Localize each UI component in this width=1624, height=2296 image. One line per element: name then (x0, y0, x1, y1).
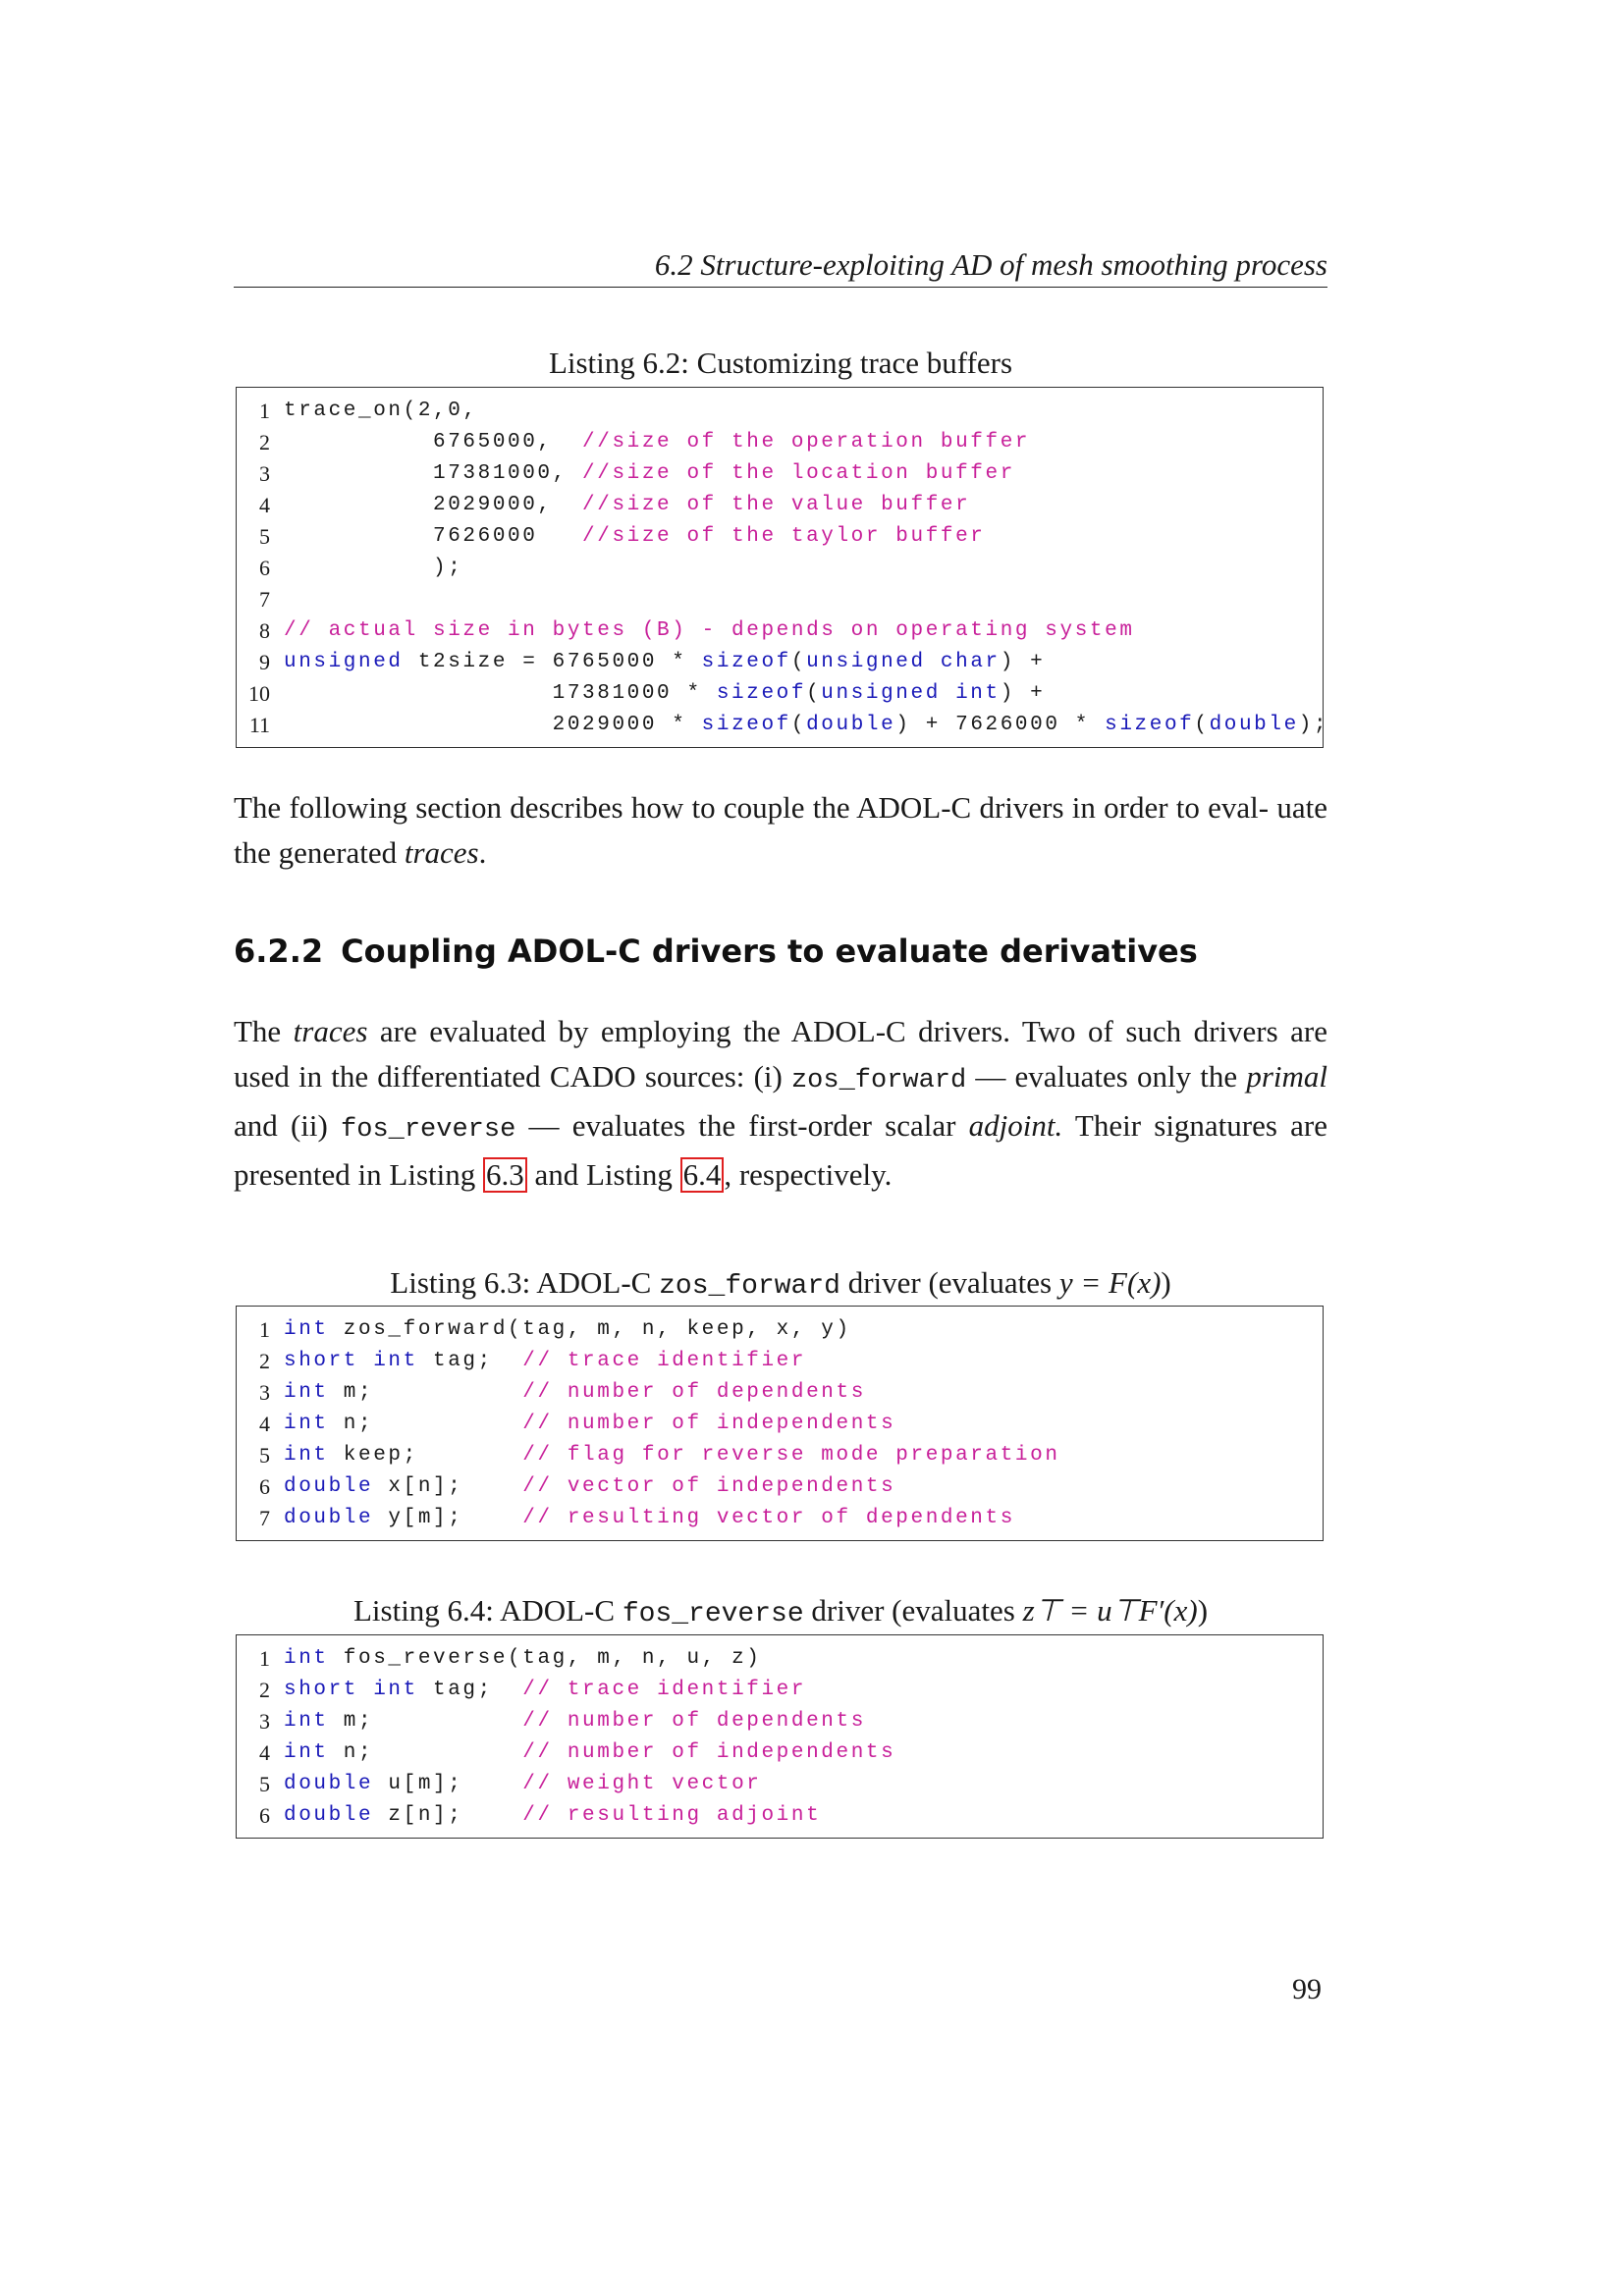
code-line (237, 1440, 1323, 1471)
code-token: 6765000, (284, 431, 583, 454)
code-comment: // weight vector (522, 1773, 762, 1795)
code-comment: //size of the location buffer (582, 462, 1015, 485)
line-number: 2 (259, 1678, 270, 1702)
code-text (284, 458, 1015, 490)
code-keyword: int (284, 1647, 329, 1670)
code-line (237, 427, 1323, 458)
p2-s6: Their signatures are presented in Listing (234, 1108, 1327, 1192)
code-token: ); (284, 557, 463, 579)
code-text (284, 1706, 866, 1737)
p2-s1: The (234, 1014, 294, 1048)
code-text (284, 1346, 806, 1377)
code-line (237, 396, 1323, 427)
code-text (284, 1503, 1015, 1534)
code-comment: // flag for reverse mode preparation (522, 1444, 1060, 1467)
p2-s2: are evaluated by employing the ADOL-C drivers. Two of such drivers are used in the differentiated CADO sources: (i) (234, 1014, 1327, 1094)
p2-code-zos-forward: zos_forward (790, 1066, 967, 1095)
line-number: 5 (259, 524, 270, 549)
code-line (237, 553, 1323, 584)
code-text (284, 710, 1328, 741)
p2-s5: — evaluates the first-order scalar (515, 1108, 969, 1143)
code-token: ) + 7626000 * (895, 714, 1106, 736)
code-keyword: double (284, 1475, 374, 1498)
code-line (237, 1346, 1323, 1377)
code-token: 2029000, (284, 494, 583, 516)
code-line (237, 647, 1323, 678)
listing-6-3-caption-code: zos_forward (659, 1271, 840, 1302)
code-text (284, 1675, 806, 1706)
line-number: 3 (259, 461, 270, 486)
code-line (237, 1706, 1323, 1737)
code-keyword: sizeof (701, 714, 791, 736)
listing-6-4-caption-a: Listing 6.4: ADOL-C (352, 1593, 623, 1628)
p2-code-fos-reverse: fos_reverse (341, 1115, 516, 1145)
code-token: ( (1194, 714, 1210, 736)
code-token: tag; (417, 1350, 523, 1372)
code-token: keep; (328, 1444, 523, 1467)
code-token: ( (806, 682, 822, 705)
listing-6-3-caption-a: Listing 6.3: ADOL-C (390, 1265, 660, 1300)
code-token: trace_on(2,0, (284, 400, 478, 422)
code-comment: // number of independents (522, 1741, 896, 1764)
code-text (284, 1643, 761, 1675)
code-keyword: unsigned int (821, 682, 1001, 705)
code-text (284, 553, 462, 584)
p2-i2: primal (1246, 1059, 1327, 1094)
listing-6-3-caption-c: ) (1161, 1265, 1171, 1300)
code-token: n; (328, 1741, 523, 1764)
line-number: 6 (259, 1474, 270, 1499)
section-title: Coupling ADOL-C drivers to evaluate derivatives (341, 933, 1198, 970)
running-header (234, 243, 1327, 288)
line-number: 1 (259, 399, 270, 423)
code-keyword: short int (284, 1679, 418, 1701)
line-number: 8 (259, 618, 270, 643)
code-text (284, 521, 986, 553)
code-keyword: sizeof (1105, 714, 1195, 736)
section-heading (234, 933, 1198, 970)
listing-6-4-caption-code: fos_reverse (622, 1599, 804, 1629)
listing-6-3-caption (234, 1263, 1327, 1307)
code-line (237, 1737, 1323, 1769)
section-number: 6.2.2 (234, 933, 324, 970)
code-text (284, 1737, 895, 1769)
listing-6-4-caption-math: z⊤ = u⊤F′(x) (1022, 1593, 1198, 1628)
running-title: 6.2 Structure-exploiting AD of mesh smoothing process (654, 247, 1327, 282)
code-text (284, 678, 1045, 710)
code-token: ) + (1000, 682, 1046, 705)
code-keyword: short int (284, 1350, 418, 1372)
line-number: 6 (259, 556, 270, 580)
code-keyword: int (284, 1444, 329, 1467)
code-comment: // trace identifier (522, 1679, 807, 1701)
code-token: y[m]; (373, 1507, 523, 1529)
paragraph-intro-text: The following section describes how to couple the ADOL-C drivers in order to eval- uate the generated (234, 790, 1327, 870)
paragraph-intro (234, 785, 1327, 876)
listing-6-3-caption-b: driver (evaluates (839, 1265, 1059, 1300)
code-line (237, 490, 1323, 521)
code-line (237, 1769, 1323, 1800)
listing-6-3-caption-math: y = F(x) (1058, 1265, 1162, 1300)
code-keyword: double (284, 1773, 374, 1795)
code-token: zos_forward(tag, m, n, keep, x, y) (328, 1318, 851, 1341)
code-token: m; (328, 1710, 523, 1733)
code-token: 17381000 * (284, 682, 717, 705)
listing-6-2-caption: Listing 6.2: Customizing trace buffers (548, 346, 1013, 380)
line-number: 9 (259, 650, 270, 674)
code-keyword: double (1209, 714, 1299, 736)
line-number: 3 (259, 1709, 270, 1734)
listing-6-3-link[interactable]: 6.3 (483, 1157, 527, 1193)
line-number: 2 (259, 430, 270, 454)
code-token: 7626000 (284, 525, 583, 548)
code-comment: //size of the operation buffer (582, 431, 1031, 454)
paragraph-drivers (234, 1009, 1327, 1198)
code-keyword: double (806, 714, 896, 736)
code-line (237, 584, 1323, 615)
listing-6-2 (236, 387, 1329, 748)
code-comment: // number of dependents (522, 1381, 866, 1404)
code-comment: // trace identifier (522, 1350, 807, 1372)
code-text (284, 490, 970, 521)
code-line (237, 1409, 1323, 1440)
p2-s8: , respectively. (724, 1157, 893, 1192)
listing-6-4-caption-b: driver (evaluates (803, 1593, 1023, 1628)
code-text (284, 1769, 761, 1800)
code-text (284, 1314, 851, 1346)
line-number: 4 (259, 1412, 270, 1436)
line-number: 4 (259, 493, 270, 517)
code-line (237, 710, 1329, 741)
code-comment: // number of independents (522, 1413, 896, 1435)
line-number: 7 (259, 1506, 270, 1530)
code-token: tag; (417, 1679, 523, 1701)
code-keyword: int (284, 1710, 329, 1733)
code-line (237, 615, 1323, 647)
code-token: t2size = 6765000 * (403, 651, 702, 673)
code-keyword: int (284, 1413, 329, 1435)
line-number: 10 (248, 681, 270, 706)
p2-s3: — evaluates only the (966, 1059, 1247, 1094)
listing-6-4 (236, 1634, 1324, 1839)
code-line (237, 1377, 1323, 1409)
code-text (284, 647, 1045, 678)
code-text (284, 1409, 895, 1440)
code-text (284, 1471, 895, 1503)
code-token: u[m]; (373, 1773, 523, 1795)
line-number: 5 (259, 1772, 270, 1796)
line-number: 2 (259, 1349, 270, 1373)
code-token: x[n]; (373, 1475, 523, 1498)
paragraph-intro-end: . (478, 835, 487, 870)
code-line (237, 1314, 1323, 1346)
code-text (284, 427, 1030, 458)
code-comment: // resulting adjoint (522, 1804, 822, 1827)
code-keyword: int (284, 1318, 329, 1341)
code-token: z[n]; (373, 1804, 523, 1827)
code-token: m; (328, 1381, 523, 1404)
listing-6-3 (236, 1306, 1324, 1541)
line-number: 11 (248, 713, 270, 737)
code-comment: //size of the value buffer (582, 494, 971, 516)
code-line (237, 521, 1323, 553)
code-line (237, 678, 1323, 710)
code-line (237, 1800, 1323, 1832)
p2-i1: traces (293, 1014, 368, 1048)
listing-6-4-caption (234, 1591, 1327, 1634)
code-comment: // vector of independents (522, 1475, 896, 1498)
code-token: fos_reverse(tag, m, n, u, z) (328, 1647, 762, 1670)
line-number: 7 (259, 587, 270, 612)
code-token: 2029000 * (284, 714, 702, 736)
code-keyword: double (284, 1804, 374, 1827)
code-token: ( (790, 651, 807, 673)
p2-i3: adjoint. (968, 1108, 1063, 1143)
code-comment: // resulting vector of dependents (522, 1507, 1015, 1529)
line-number: 5 (259, 1443, 270, 1468)
line-number: 6 (259, 1803, 270, 1828)
code-comment: //size of the taylor buffer (582, 525, 986, 548)
code-text (284, 1377, 866, 1409)
code-text (284, 396, 478, 427)
code-keyword: sizeof (716, 682, 807, 705)
listing-6-4-link[interactable]: 6.4 (680, 1157, 725, 1193)
code-line (237, 1675, 1323, 1706)
paragraph-intro-italic: traces (404, 835, 479, 870)
code-keyword: unsigned (284, 651, 404, 673)
code-comment: // actual size in bytes (B) - depends on operating system (284, 619, 1135, 642)
code-token: 17381000, (284, 462, 583, 485)
code-keyword: unsigned char (806, 651, 1001, 673)
code-text (284, 1440, 1060, 1471)
code-keyword: sizeof (701, 651, 791, 673)
code-keyword: double (284, 1507, 374, 1529)
code-token: ); (1298, 714, 1329, 736)
code-text (284, 615, 1135, 647)
page-number: 99 (1292, 1973, 1322, 2005)
listing-6-4-caption-c: ) (1197, 1593, 1209, 1628)
code-line (237, 458, 1323, 490)
code-keyword: int (284, 1381, 329, 1404)
line-number: 4 (259, 1740, 270, 1765)
code-line (237, 1643, 1323, 1675)
code-line (237, 1471, 1323, 1503)
p2-s7: and Listing (526, 1157, 680, 1192)
code-comment: // number of dependents (522, 1710, 866, 1733)
code-line (237, 1503, 1323, 1534)
code-keyword: int (284, 1741, 329, 1764)
code-token: n; (328, 1413, 523, 1435)
code-token: ) + (1000, 651, 1046, 673)
line-number: 3 (259, 1380, 270, 1405)
p2-s4: and (ii) (234, 1108, 342, 1143)
code-token: ( (790, 714, 807, 736)
code-text (284, 1800, 821, 1832)
line-number: 1 (259, 1646, 270, 1671)
line-number: 1 (259, 1317, 270, 1342)
